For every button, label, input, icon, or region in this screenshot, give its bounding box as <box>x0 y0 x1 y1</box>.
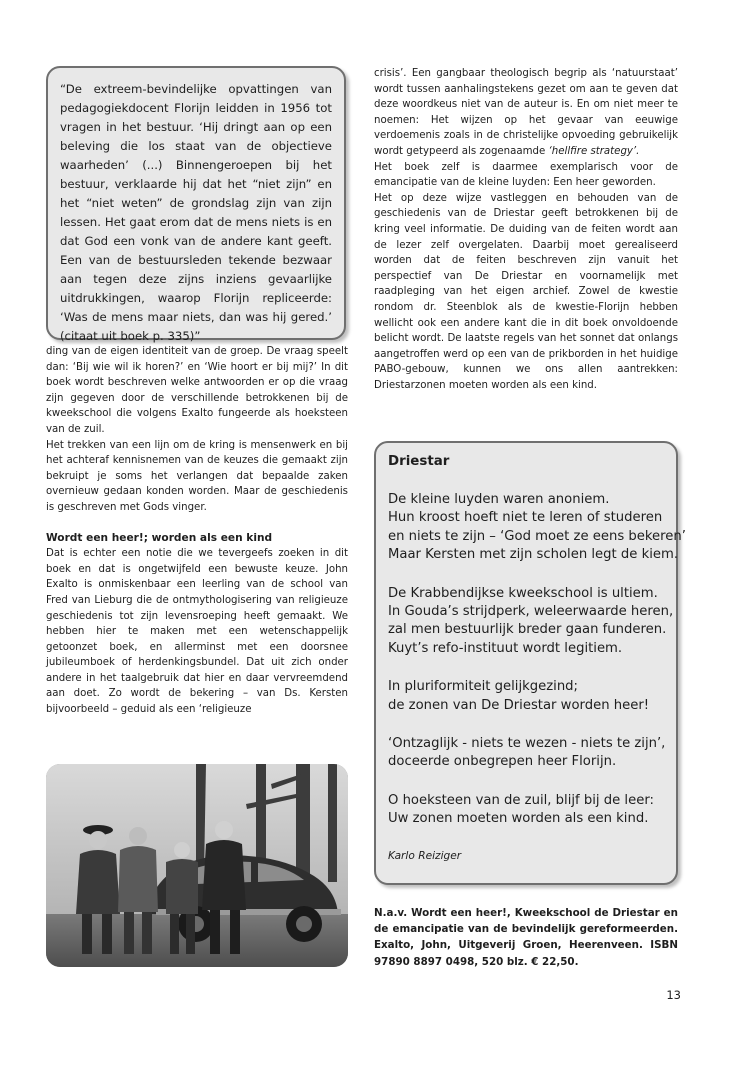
poem-stanza-5 <box>388 792 664 829</box>
right-paragraph-1-italic: ‘hellfire strategy’. <box>548 145 640 157</box>
poem-line: zal men bestuurlijk breder gaan funderen. <box>388 622 667 638</box>
poem-line: O hoeksteen van de zuil, blijf bij de leer: <box>388 792 654 808</box>
poem-stanza-4 <box>388 735 664 772</box>
left-column <box>46 344 348 718</box>
historical-photo <box>46 764 348 967</box>
poem-box <box>374 441 686 885</box>
pull-quote-text: “De extreem-bevindelijke opvattingen van pedagogiekdocent Florijn leidden in 1956 tot vragen in het bestuur. ‘Hij dringt aan op een beleving die los staat van de objectieve waarheden’ (...) Binnengeroepen bij het bestuur, verklaarde hij dat het “niet zijn” en het “niet weten” de grondslag zijn van zijn lessen. Het gaat erom dat de mens niets is en dat God een vonk van de andere kant geeft. Een van de bestuursleden tekende bezwaar aan tegen deze zijns inziens gevaarlijke uitdrukkingen, waarop Florijn repliceerde: ‘Was de mens maar niets, dan was hij gered.’ (citaat uit boek p. 335)” <box>60 82 332 343</box>
poem-line: De kleine luyden waren anoniem. <box>388 492 610 507</box>
poem-author: Karlo Reiziger <box>388 849 462 862</box>
poem-line: In pluriformiteit gelijkgezind; <box>388 679 578 695</box>
poem-line: doceerde onbegrepen heer Florijn. <box>388 754 617 770</box>
poem-stanza-1 <box>388 491 686 565</box>
poem-line: Hun kroost hoeft niet te leren of studeren <box>388 510 663 526</box>
poem-line: Maar Kersten met zijn scholen legt de kiem. <box>388 547 679 563</box>
poem-stanza-3 <box>388 678 664 715</box>
right-column <box>374 66 678 393</box>
right-paragraph-1 <box>374 66 678 160</box>
section-heading: Wordt een heer!; worden als een kind <box>46 531 273 544</box>
right-paragraph-2: Het boek zelf is daarmee exemplarisch voor de emancipatie van de kleine luyden: Een heer geworden. <box>374 161 678 189</box>
poem-stanza-2 <box>388 585 674 659</box>
poem-line: Uw zonen moeten worden als een kind. <box>388 811 649 827</box>
poem-line: ‘Ontzaglijk - niets te wezen - niets te zijn’, <box>388 736 666 752</box>
poem-line: de zonen van De Driestar worden heer! <box>388 697 650 713</box>
page-number: 13 <box>666 988 681 1002</box>
pull-quote-box <box>46 66 346 343</box>
left-paragraph-2: Het trekken van een lijn om de kring is mensenwerk en bij het achteraf kennisnemen van de keuzes die gemaakt zijn bekruipt je soms het verlangen dat bepaalde zaken overnieuw gedaan konden worden. Maar de geschiedenis is geschreven met Gods vinger. <box>46 439 348 513</box>
poem-line: Kuyt’s refo-instituut wordt legitiem. <box>388 640 623 656</box>
photo-illustration <box>46 764 348 967</box>
right-paragraph-1-text: crisis’. Een gangbaar theologisch begrip als ‘natuurstaat’ wordt tussen aanhalingstekens gezet om aan te geven dat deze woordkeus niet van de auteur is. En om niet meer te noemen: Het wijzen op het gevaar van eeuwige verdoemenis zoals in de christelijke opvoeding gebruikelijk wordt getypeerd als zogenaamde <box>374 68 678 157</box>
left-paragraph-1: ding van de eigen identiteit van de groep. De vraag speelt dan: ‘Bij wie wil ik horen?’ en ‘Wie hoort er bij mij?’ In dit boek wordt beschreven welke antwoorden er op die vraag zijn gegeven door de verschillende betrokkenen bij de kweekschool die volgens Exalto fungeerde als hoeksteen van de zuil. <box>46 346 348 435</box>
right-paragraph-3: Het op deze wijze vastleggen en behouden van de geschiedenis van de Driestar geeft betrokkenen bij de kring veel informatie. De duiding van de feiten wordt aan de lezer zelf overgelaten. Daarbij moet gerealiseerd worden dat de feiten beschreven zijn vanuit het perspectief van De Driestar en voornamelijk met raadpleging van het eigen archief. Zowel de kwestie rondom dr. Steenblok als de kwestie-Florijn hebben wellicht ook een andere kant die in dit boek onvoldoende belicht wordt. De laatste regels van het sonnet dat onlangs aangetroffen werd op een van de prikborden in het huidige PABO-gebouw, kunnen we ons allen aantrekken: Driestarzonen moeten worden als een kind. <box>374 192 678 391</box>
poem-line: In Gouda’s strijdperk, weleerwaarde heren, <box>388 604 674 620</box>
book-reference: N.a.v. Wordt een heer!, Kweekschool de Driestar en de emancipatie van de bevindelijk gereformeerden. Exalto, John, Uitgeverij Groen, Heerenveen. ISBN 97890 8897 0498, 520 blz. € 22,50. <box>374 907 678 968</box>
poem-line: en niets te zijn – ‘God moet ze eens bekeren’ <box>388 528 686 544</box>
poem-title: Driestar <box>388 454 450 469</box>
left-paragraph-3: Dat is echter een notie die we tevergeefs zoeken in dit boek en dat is ongetwijfeld een bewuste keuze. John Exalto is onmiskenbaar een leerling van de school van Fred van Lieburg die de ontmythologisering van religieuze geschiedenis tot zijn levensroeping heeft gemaakt. We hebben hier te maken met een wetenschappelijk getoonzet boek, en allerminst met een doorsnee jubileumboek of herdenkingsbundel. Dat uit zich onder andere in het taalgebruik dat hier en daar vervreemdend aan doet. Zo wordt de bekering – van Ds. Kersten bijvoorbeeld – geduid als een ‘religieuze <box>46 548 348 716</box>
poem-line: De Krabbendijkse kweekschool is ultiem. <box>388 585 658 601</box>
